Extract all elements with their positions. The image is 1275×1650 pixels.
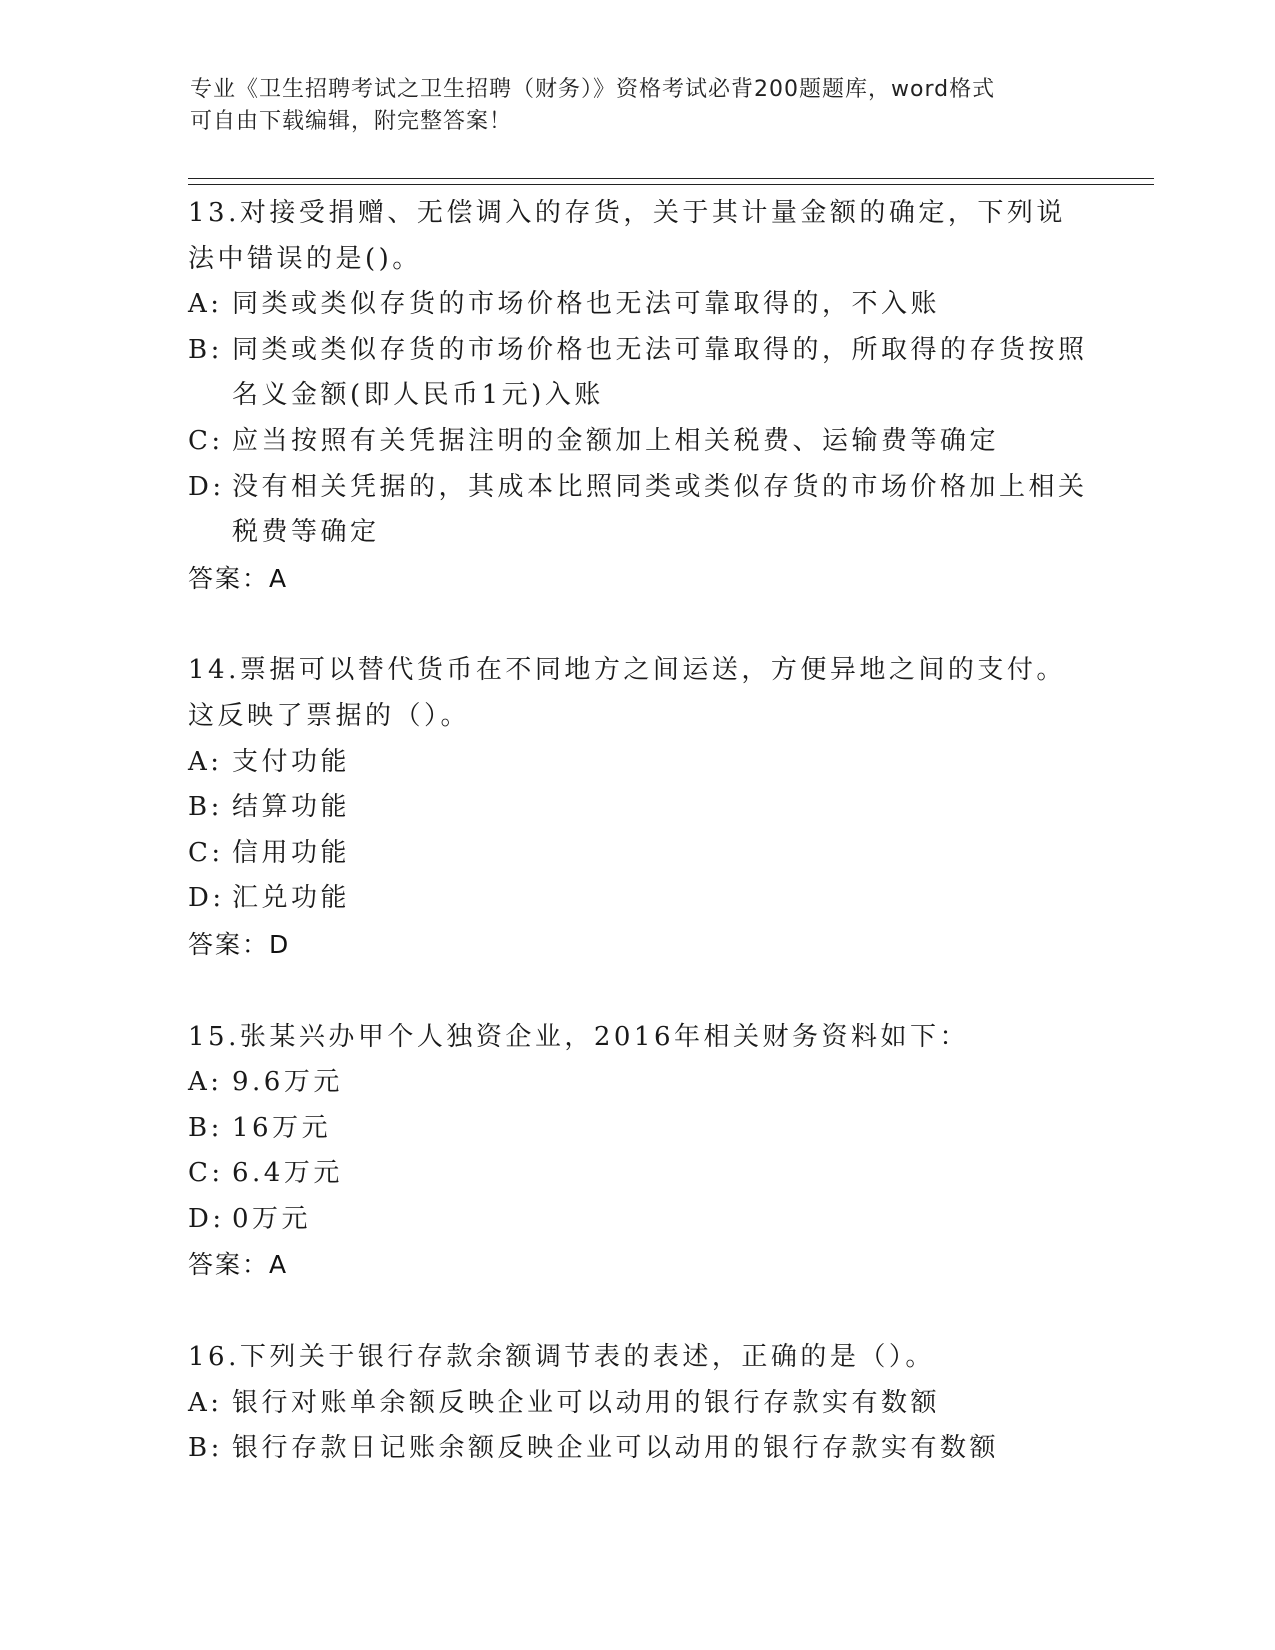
question-stem: 16.下列关于银行存款余额调节表的表述，正确的是（）。: [188, 1342, 935, 1373]
option-letter: C:: [188, 837, 224, 868]
option-letter: A:: [188, 289, 223, 320]
option-text: 6.4万元: [232, 1158, 343, 1189]
option-letter: B:: [188, 1433, 223, 1464]
option-a: [188, 740, 1088, 786]
option-c: [188, 419, 1088, 465]
option-letter: D:: [188, 471, 225, 502]
option-text: 0万元: [232, 1203, 312, 1234]
answer-line: 答案：D: [188, 929, 291, 959]
option-text: 结算功能: [232, 792, 351, 823]
option-b: [188, 328, 1088, 419]
answer-line: 答案：A: [188, 563, 289, 593]
option-a: [188, 1381, 1088, 1427]
question-15: [188, 1015, 1088, 1289]
option-d: [188, 876, 1088, 922]
option-b: [188, 785, 1088, 831]
question-16: [188, 1335, 1088, 1472]
option-letter: A:: [188, 1067, 223, 1098]
option-letter: B:: [188, 334, 223, 365]
header-title-line-1: 专业《卫生招聘考试之卫生招聘（财务）》资格考试必背200题题库，word格式: [190, 77, 996, 102]
option-letter: B:: [188, 1112, 223, 1143]
question-14: [188, 648, 1088, 967]
option-d: [188, 465, 1088, 556]
option-text: 汇兑功能: [232, 883, 351, 914]
option-text: 银行对账单余额反映企业可以动用的银行存款实有数额: [232, 1387, 941, 1418]
option-text: 支付功能: [232, 746, 351, 777]
answer-line: 答案：A: [188, 1250, 289, 1280]
option-c: [188, 1151, 1088, 1197]
option-text: 9.6万元: [232, 1067, 343, 1098]
option-letter: A:: [188, 1387, 223, 1418]
option-letter: D:: [188, 1203, 225, 1234]
option-d: [188, 1197, 1088, 1243]
question-13: [188, 191, 1088, 601]
option-text: 信用功能: [232, 837, 351, 868]
option-text: 同类或类似存货的市场价格也无法可靠取得的，不入账: [232, 289, 941, 320]
header-divider-bottom: [188, 184, 1154, 185]
question-list: [188, 191, 1088, 1519]
option-text: 银行存款日记账余额反映企业可以动用的银行存款实有数额: [232, 1433, 1000, 1464]
option-text: 应当按照有关凭据注明的金额加上相关税费、运输费等确定: [232, 425, 1000, 456]
option-text: 没有相关凭据的，其成本比照同类或类似存货的市场价格加上相关税费等确定: [232, 471, 1088, 548]
document-header: [190, 74, 1070, 138]
option-b: [188, 1426, 1088, 1472]
option-letter: A:: [188, 746, 223, 777]
option-letter: C:: [188, 425, 224, 456]
option-text: 16万元: [232, 1112, 332, 1143]
option-letter: C:: [188, 1158, 224, 1189]
option-letter: B:: [188, 792, 223, 823]
header-title-line-2: 可自由下载编辑，附完整答案！: [190, 109, 513, 134]
question-stem: 15.张某兴办甲个人独资企业，2016年相关财务资料如下：: [188, 1021, 970, 1052]
question-stem: 14.票据可以替代货币在不同地方之间运送，方便异地之间的支付。这反映了票据的（）。: [188, 655, 1066, 731]
option-text: 同类或类似存货的市场价格也无法可靠取得的，所取得的存货按照名义金额(即人民币1元)入账: [232, 334, 1088, 411]
question-stem: 13.对接受捐赠、无偿调入的存货，关于其计量金额的确定，下列说法中错误的是()。: [188, 198, 1066, 274]
header-divider-top: [188, 178, 1154, 179]
option-c: [188, 831, 1088, 877]
option-a: [188, 1060, 1088, 1106]
option-letter: D:: [188, 883, 225, 914]
option-a: [188, 282, 1088, 328]
option-b: [188, 1106, 1088, 1152]
